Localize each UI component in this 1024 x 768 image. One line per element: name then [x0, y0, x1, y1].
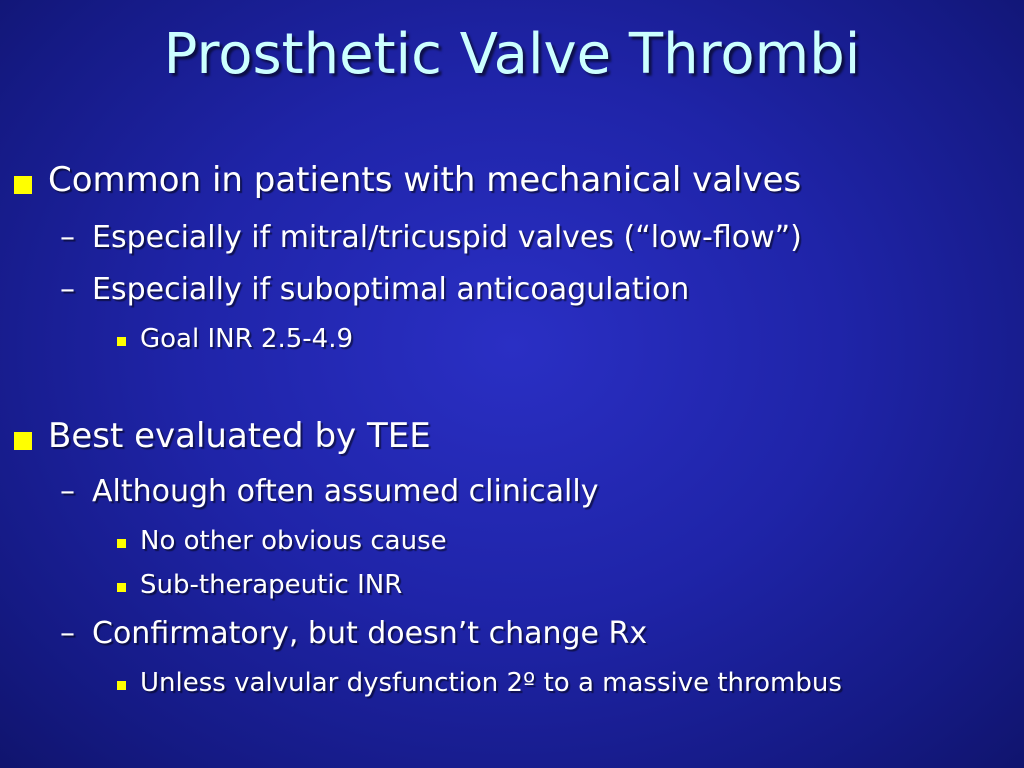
square-bullet-icon [14, 176, 32, 194]
bullet-1-text: Common in patients with mechanical valves [48, 160, 802, 200]
dash-bullet-icon: – [60, 220, 75, 255]
bullet-2-sub-2-detail-1-text: Unless valvular dysfunction 2º to a massive thrombus [140, 668, 842, 698]
bullet-1-sub-1-text: Especially if mitral/tricuspid valves (“low-flow”) [92, 220, 802, 255]
square-bullet-icon [14, 432, 32, 450]
dash-bullet-icon: – [60, 474, 75, 509]
dash-bullet-icon: – [60, 272, 75, 307]
slide-title: Prosthetic Valve Thrombi [163, 22, 861, 87]
small-square-bullet-icon [117, 583, 126, 592]
bullet-2-sub-1-detail-2-text: Sub-therapeutic INR [140, 570, 403, 600]
small-square-bullet-icon [117, 539, 126, 548]
bullet-2-sub-1-text: Although often assumed clinically [92, 474, 599, 509]
dash-bullet-icon: – [60, 616, 75, 651]
small-square-bullet-icon [117, 337, 126, 346]
bullet-1-sub-2-detail-1-text: Goal INR 2.5-4.9 [140, 324, 354, 354]
bullet-1-sub-2-text: Especially if suboptimal anticoagulation [92, 272, 690, 307]
bullet-2-sub-1-detail-1-text: No other obvious cause [140, 526, 447, 556]
bullet-2-text: Best evaluated by TEE [48, 416, 431, 456]
small-square-bullet-icon [117, 681, 126, 690]
bullet-2-sub-2-text: Confirmatory, but doesn’t change Rx [92, 616, 648, 651]
